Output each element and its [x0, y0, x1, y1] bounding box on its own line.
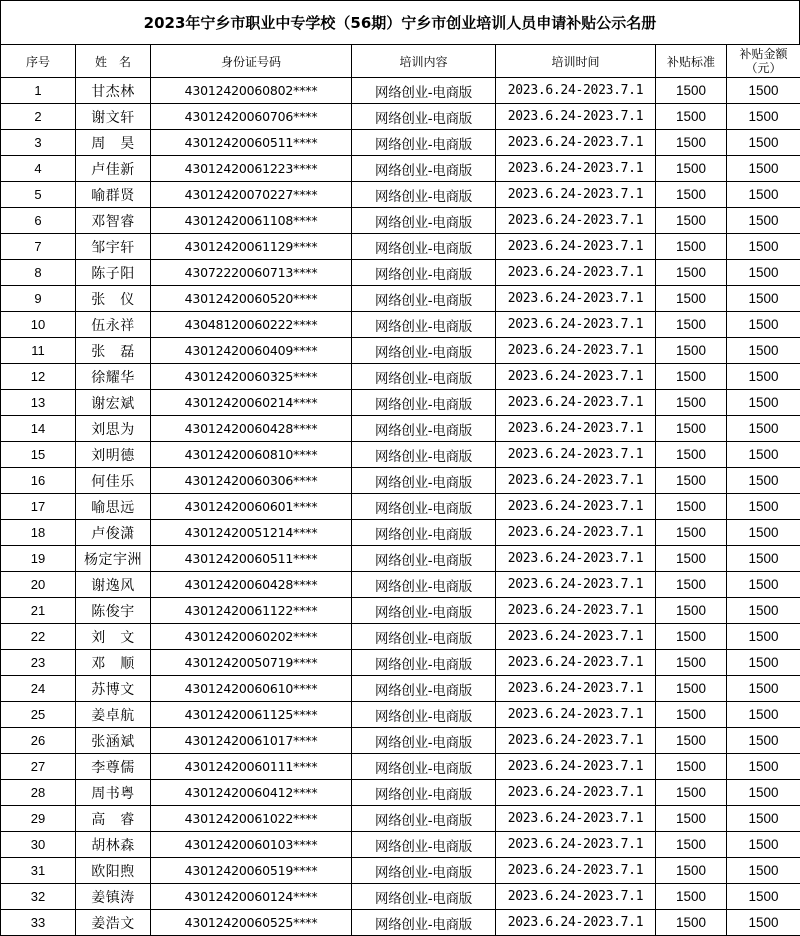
cell-training-content: 网络创业-电商版	[352, 858, 496, 884]
cell-id-number: 43048120060222****	[151, 312, 352, 338]
cell-subsidy-amount: 1500	[727, 390, 800, 416]
header-row	[1, 45, 800, 78]
cell-name: 徐耀华	[76, 364, 151, 390]
cell-name: 李尊儒	[76, 754, 151, 780]
cell-no: 13	[1, 390, 76, 416]
cell-training-content: 网络创业-电商版	[352, 390, 496, 416]
cell-no: 30	[1, 832, 76, 858]
cell-id-number: 43012420060511****	[151, 130, 352, 156]
cell-name: 喻思远	[76, 494, 151, 520]
cell-training-time: 2023.6.24-2023.7.1	[496, 780, 656, 806]
table-header	[1, 45, 800, 78]
cell-subsidy-amount: 1500	[727, 806, 800, 832]
cell-no: 21	[1, 598, 76, 624]
cell-name: 欧阳煦	[76, 858, 151, 884]
table-row	[1, 520, 800, 546]
header-amount	[727, 45, 800, 78]
table-row	[1, 572, 800, 598]
cell-name: 何佳乐	[76, 468, 151, 494]
cell-training-content: 网络创业-电商版	[352, 832, 496, 858]
table-row	[1, 624, 800, 650]
cell-subsidy-amount: 1500	[727, 182, 800, 208]
cell-training-content: 网络创业-电商版	[352, 338, 496, 364]
cell-subsidy-amount: 1500	[727, 338, 800, 364]
table-row	[1, 130, 800, 156]
table-row	[1, 338, 800, 364]
cell-training-time: 2023.6.24-2023.7.1	[496, 468, 656, 494]
cell-subsidy-standard: 1500	[656, 780, 727, 806]
cell-subsidy-amount: 1500	[727, 598, 800, 624]
cell-training-content: 网络创业-电商版	[352, 546, 496, 572]
cell-training-content: 网络创业-电商版	[352, 442, 496, 468]
roster-table	[0, 44, 800, 936]
cell-subsidy-standard: 1500	[656, 416, 727, 442]
cell-subsidy-amount: 1500	[727, 130, 800, 156]
cell-subsidy-standard: 1500	[656, 910, 727, 936]
cell-training-time: 2023.6.24-2023.7.1	[496, 546, 656, 572]
header-content: 培训内容	[352, 45, 496, 78]
cell-subsidy-standard: 1500	[656, 754, 727, 780]
document-title: 2023年宁乡市职业中专学校（56期）宁乡市创业培训人员申请补贴公示名册	[0, 0, 800, 44]
cell-training-content: 网络创业-电商版	[352, 572, 496, 598]
cell-training-content: 网络创业-电商版	[352, 702, 496, 728]
table-row	[1, 780, 800, 806]
cell-training-content: 网络创业-电商版	[352, 676, 496, 702]
table-row	[1, 442, 800, 468]
cell-id-number: 43012420061129****	[151, 234, 352, 260]
table-row	[1, 598, 800, 624]
cell-no: 28	[1, 780, 76, 806]
cell-subsidy-standard: 1500	[656, 390, 727, 416]
cell-name: 张涵斌	[76, 728, 151, 754]
cell-no: 10	[1, 312, 76, 338]
cell-training-time: 2023.6.24-2023.7.1	[496, 572, 656, 598]
cell-training-time: 2023.6.24-2023.7.1	[496, 754, 656, 780]
cell-no: 5	[1, 182, 76, 208]
cell-id-number: 43012420060511****	[151, 546, 352, 572]
cell-subsidy-standard: 1500	[656, 494, 727, 520]
cell-subsidy-standard: 1500	[656, 858, 727, 884]
cell-training-time: 2023.6.24-2023.7.1	[496, 130, 656, 156]
cell-no: 31	[1, 858, 76, 884]
table-row	[1, 182, 800, 208]
cell-subsidy-standard: 1500	[656, 572, 727, 598]
cell-training-time: 2023.6.24-2023.7.1	[496, 208, 656, 234]
table-row	[1, 494, 800, 520]
table-row	[1, 390, 800, 416]
cell-subsidy-amount: 1500	[727, 728, 800, 754]
header-standard: 补贴标准	[656, 45, 727, 78]
cell-subsidy-amount: 1500	[727, 104, 800, 130]
cell-no: 24	[1, 676, 76, 702]
cell-subsidy-amount: 1500	[727, 780, 800, 806]
cell-id-number: 43072220060713****	[151, 260, 352, 286]
cell-subsidy-amount: 1500	[727, 468, 800, 494]
cell-no: 18	[1, 520, 76, 546]
cell-id-number: 43012420060202****	[151, 624, 352, 650]
cell-subsidy-amount: 1500	[727, 494, 800, 520]
table-row	[1, 286, 800, 312]
cell-id-number: 43012420070227****	[151, 182, 352, 208]
cell-training-content: 网络创业-电商版	[352, 416, 496, 442]
cell-id-number: 43012420060706****	[151, 104, 352, 130]
cell-training-content: 网络创业-电商版	[352, 624, 496, 650]
cell-no: 19	[1, 546, 76, 572]
cell-training-time: 2023.6.24-2023.7.1	[496, 338, 656, 364]
cell-no: 3	[1, 130, 76, 156]
cell-training-content: 网络创业-电商版	[352, 234, 496, 260]
cell-name: 刘明德	[76, 442, 151, 468]
cell-subsidy-amount: 1500	[727, 286, 800, 312]
cell-name: 刘 文	[76, 624, 151, 650]
cell-training-content: 网络创业-电商版	[352, 910, 496, 936]
cell-training-content: 网络创业-电商版	[352, 520, 496, 546]
cell-subsidy-amount: 1500	[727, 884, 800, 910]
cell-training-time: 2023.6.24-2023.7.1	[496, 416, 656, 442]
table-row	[1, 416, 800, 442]
table-body	[1, 78, 800, 936]
cell-no: 20	[1, 572, 76, 598]
cell-id-number: 43012420060428****	[151, 572, 352, 598]
cell-id-number: 43012420050719****	[151, 650, 352, 676]
cell-name: 谢逸风	[76, 572, 151, 598]
cell-name: 胡林森	[76, 832, 151, 858]
cell-subsidy-standard: 1500	[656, 546, 727, 572]
table-row	[1, 728, 800, 754]
cell-name: 高 睿	[76, 806, 151, 832]
cell-training-content: 网络创业-电商版	[352, 312, 496, 338]
cell-id-number: 43012420060124****	[151, 884, 352, 910]
cell-name: 邓智睿	[76, 208, 151, 234]
cell-id-number: 43012420060601****	[151, 494, 352, 520]
cell-name: 周 昊	[76, 130, 151, 156]
table-row	[1, 156, 800, 182]
cell-training-time: 2023.6.24-2023.7.1	[496, 442, 656, 468]
cell-training-content: 网络创业-电商版	[352, 182, 496, 208]
cell-training-content: 网络创业-电商版	[352, 286, 496, 312]
cell-name: 陈俊宇	[76, 598, 151, 624]
cell-no: 14	[1, 416, 76, 442]
cell-subsidy-amount: 1500	[727, 208, 800, 234]
table-row	[1, 260, 800, 286]
cell-subsidy-amount: 1500	[727, 676, 800, 702]
cell-training-time: 2023.6.24-2023.7.1	[496, 832, 656, 858]
cell-training-time: 2023.6.24-2023.7.1	[496, 182, 656, 208]
cell-subsidy-standard: 1500	[656, 832, 727, 858]
cell-name: 姜浩文	[76, 910, 151, 936]
cell-id-number: 43012420060412****	[151, 780, 352, 806]
cell-training-time: 2023.6.24-2023.7.1	[496, 702, 656, 728]
table-row	[1, 78, 800, 104]
cell-name: 苏博文	[76, 676, 151, 702]
cell-name: 甘杰林	[76, 78, 151, 104]
cell-id-number: 43012420061022****	[151, 806, 352, 832]
header-amount-line2: （元）	[727, 61, 800, 75]
cell-no: 25	[1, 702, 76, 728]
cell-subsidy-standard: 1500	[656, 624, 727, 650]
cell-subsidy-standard: 1500	[656, 104, 727, 130]
cell-name: 刘思为	[76, 416, 151, 442]
table-row	[1, 884, 800, 910]
cell-no: 29	[1, 806, 76, 832]
cell-subsidy-amount: 1500	[727, 910, 800, 936]
cell-training-content: 网络创业-电商版	[352, 468, 496, 494]
cell-training-time: 2023.6.24-2023.7.1	[496, 260, 656, 286]
cell-training-content: 网络创业-电商版	[352, 260, 496, 286]
cell-training-time: 2023.6.24-2023.7.1	[496, 806, 656, 832]
cell-subsidy-amount: 1500	[727, 78, 800, 104]
cell-name: 喻群贤	[76, 182, 151, 208]
cell-name: 谢宏斌	[76, 390, 151, 416]
cell-subsidy-amount: 1500	[727, 260, 800, 286]
cell-training-time: 2023.6.24-2023.7.1	[496, 728, 656, 754]
table-row	[1, 858, 800, 884]
cell-training-time: 2023.6.24-2023.7.1	[496, 156, 656, 182]
cell-id-number: 43012420060409****	[151, 338, 352, 364]
cell-subsidy-standard: 1500	[656, 286, 727, 312]
cell-no: 22	[1, 624, 76, 650]
cell-training-content: 网络创业-电商版	[352, 130, 496, 156]
cell-no: 12	[1, 364, 76, 390]
cell-subsidy-amount: 1500	[727, 312, 800, 338]
cell-no: 23	[1, 650, 76, 676]
cell-subsidy-standard: 1500	[656, 468, 727, 494]
cell-training-content: 网络创业-电商版	[352, 156, 496, 182]
cell-no: 27	[1, 754, 76, 780]
cell-subsidy-standard: 1500	[656, 312, 727, 338]
cell-subsidy-standard: 1500	[656, 338, 727, 364]
cell-training-content: 网络创业-电商版	[352, 104, 496, 130]
cell-id-number: 43012420061122****	[151, 598, 352, 624]
cell-training-time: 2023.6.24-2023.7.1	[496, 598, 656, 624]
cell-name: 周书粤	[76, 780, 151, 806]
cell-training-content: 网络创业-电商版	[352, 494, 496, 520]
cell-subsidy-amount: 1500	[727, 858, 800, 884]
cell-no: 6	[1, 208, 76, 234]
table-row	[1, 234, 800, 260]
cell-name: 邹宇轩	[76, 234, 151, 260]
cell-training-time: 2023.6.24-2023.7.1	[496, 104, 656, 130]
cell-no: 17	[1, 494, 76, 520]
cell-no: 8	[1, 260, 76, 286]
cell-id-number: 43012420051214****	[151, 520, 352, 546]
cell-id-number: 43012420060428****	[151, 416, 352, 442]
cell-subsidy-amount: 1500	[727, 702, 800, 728]
cell-id-number: 43012420060525****	[151, 910, 352, 936]
cell-id-number: 43012420060325****	[151, 364, 352, 390]
cell-training-time: 2023.6.24-2023.7.1	[496, 364, 656, 390]
table-row	[1, 754, 800, 780]
cell-id-number: 43012420060802****	[151, 78, 352, 104]
table-row	[1, 702, 800, 728]
header-no: 序号	[1, 45, 76, 78]
cell-subsidy-standard: 1500	[656, 182, 727, 208]
cell-training-time: 2023.6.24-2023.7.1	[496, 390, 656, 416]
cell-subsidy-standard: 1500	[656, 442, 727, 468]
cell-id-number: 43012420061125****	[151, 702, 352, 728]
cell-name: 卢俊潇	[76, 520, 151, 546]
cell-id-number: 43012420060519****	[151, 858, 352, 884]
cell-training-time: 2023.6.24-2023.7.1	[496, 884, 656, 910]
cell-subsidy-amount: 1500	[727, 572, 800, 598]
cell-subsidy-standard: 1500	[656, 650, 727, 676]
cell-subsidy-amount: 1500	[727, 416, 800, 442]
cell-id-number: 43012420061017****	[151, 728, 352, 754]
header-amount-line1: 补贴金额	[727, 47, 800, 61]
cell-subsidy-amount: 1500	[727, 364, 800, 390]
cell-subsidy-standard: 1500	[656, 208, 727, 234]
cell-subsidy-amount: 1500	[727, 546, 800, 572]
cell-id-number: 43012420060520****	[151, 286, 352, 312]
cell-no: 33	[1, 910, 76, 936]
header-time: 培训时间	[496, 45, 656, 78]
cell-subsidy-amount: 1500	[727, 754, 800, 780]
cell-training-time: 2023.6.24-2023.7.1	[496, 676, 656, 702]
table-row	[1, 546, 800, 572]
cell-subsidy-standard: 1500	[656, 78, 727, 104]
cell-training-time: 2023.6.24-2023.7.1	[496, 624, 656, 650]
cell-no: 4	[1, 156, 76, 182]
cell-training-time: 2023.6.24-2023.7.1	[496, 312, 656, 338]
cell-no: 26	[1, 728, 76, 754]
cell-subsidy-standard: 1500	[656, 364, 727, 390]
cell-training-content: 网络创业-电商版	[352, 780, 496, 806]
cell-name: 邓 顺	[76, 650, 151, 676]
cell-no: 15	[1, 442, 76, 468]
cell-name: 张 磊	[76, 338, 151, 364]
cell-subsidy-amount: 1500	[727, 624, 800, 650]
cell-name: 姜镇涛	[76, 884, 151, 910]
cell-id-number: 43012420060103****	[151, 832, 352, 858]
cell-name: 陈子阳	[76, 260, 151, 286]
cell-name: 张 仪	[76, 286, 151, 312]
cell-training-content: 网络创业-电商版	[352, 364, 496, 390]
cell-training-time: 2023.6.24-2023.7.1	[496, 286, 656, 312]
cell-id-number: 43012420060306****	[151, 468, 352, 494]
cell-subsidy-standard: 1500	[656, 130, 727, 156]
header-id: 身份证号码	[151, 45, 352, 78]
cell-training-content: 网络创业-电商版	[352, 754, 496, 780]
table-row	[1, 208, 800, 234]
cell-subsidy-amount: 1500	[727, 520, 800, 546]
table-row	[1, 676, 800, 702]
cell-training-time: 2023.6.24-2023.7.1	[496, 234, 656, 260]
cell-training-time: 2023.6.24-2023.7.1	[496, 858, 656, 884]
cell-no: 7	[1, 234, 76, 260]
table-row	[1, 364, 800, 390]
cell-subsidy-amount: 1500	[727, 156, 800, 182]
cell-training-content: 网络创业-电商版	[352, 884, 496, 910]
cell-training-content: 网络创业-电商版	[352, 806, 496, 832]
cell-subsidy-standard: 1500	[656, 676, 727, 702]
cell-no: 1	[1, 78, 76, 104]
cell-subsidy-amount: 1500	[727, 234, 800, 260]
cell-training-content: 网络创业-电商版	[352, 728, 496, 754]
cell-training-time: 2023.6.24-2023.7.1	[496, 78, 656, 104]
cell-id-number: 43012420061108****	[151, 208, 352, 234]
cell-no: 9	[1, 286, 76, 312]
table-row	[1, 468, 800, 494]
cell-training-time: 2023.6.24-2023.7.1	[496, 650, 656, 676]
cell-name: 卢佳新	[76, 156, 151, 182]
cell-id-number: 43012420060810****	[151, 442, 352, 468]
cell-subsidy-standard: 1500	[656, 702, 727, 728]
cell-training-time: 2023.6.24-2023.7.1	[496, 910, 656, 936]
cell-id-number: 43012420060610****	[151, 676, 352, 702]
table-row	[1, 806, 800, 832]
cell-subsidy-standard: 1500	[656, 234, 727, 260]
cell-no: 2	[1, 104, 76, 130]
cell-id-number: 43012420060214****	[151, 390, 352, 416]
cell-no: 32	[1, 884, 76, 910]
cell-id-number: 43012420060111****	[151, 754, 352, 780]
cell-subsidy-amount: 1500	[727, 650, 800, 676]
cell-subsidy-standard: 1500	[656, 520, 727, 546]
cell-name: 姜卓航	[76, 702, 151, 728]
cell-training-content: 网络创业-电商版	[352, 598, 496, 624]
cell-subsidy-standard: 1500	[656, 260, 727, 286]
cell-no: 11	[1, 338, 76, 364]
cell-training-time: 2023.6.24-2023.7.1	[496, 494, 656, 520]
cell-subsidy-amount: 1500	[727, 832, 800, 858]
cell-training-content: 网络创业-电商版	[352, 78, 496, 104]
header-name: 姓 名	[76, 45, 151, 78]
cell-subsidy-amount: 1500	[727, 442, 800, 468]
table-row	[1, 832, 800, 858]
cell-subsidy-standard: 1500	[656, 884, 727, 910]
cell-training-time: 2023.6.24-2023.7.1	[496, 520, 656, 546]
cell-subsidy-standard: 1500	[656, 598, 727, 624]
cell-no: 16	[1, 468, 76, 494]
cell-subsidy-standard: 1500	[656, 728, 727, 754]
table-row	[1, 104, 800, 130]
cell-training-content: 网络创业-电商版	[352, 208, 496, 234]
cell-name: 杨定宇洲	[76, 546, 151, 572]
cell-subsidy-standard: 1500	[656, 156, 727, 182]
table-row	[1, 312, 800, 338]
cell-training-content: 网络创业-电商版	[352, 650, 496, 676]
table-row	[1, 650, 800, 676]
cell-name: 伍永祥	[76, 312, 151, 338]
cell-subsidy-standard: 1500	[656, 806, 727, 832]
cell-id-number: 43012420061223****	[151, 156, 352, 182]
cell-name: 谢文轩	[76, 104, 151, 130]
